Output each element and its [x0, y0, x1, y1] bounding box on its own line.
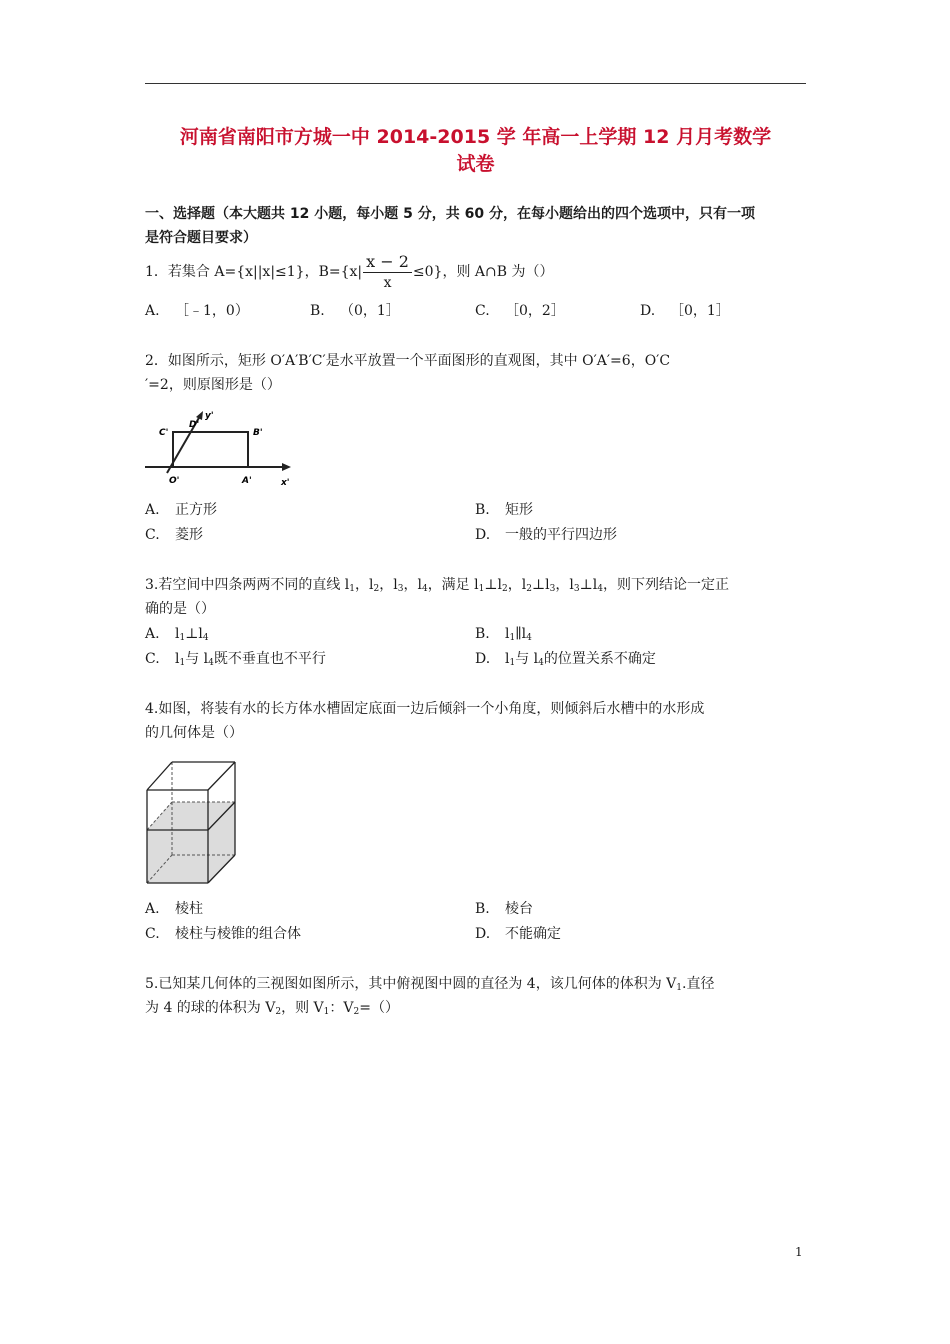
x-axis-arrow [282, 463, 291, 471]
oblique-projection-figure [145, 408, 295, 490]
label-c: C' [159, 428, 169, 438]
q1-option-c[interactable]: C. ［0，2］ [475, 303, 565, 319]
q4-option-a[interactable]: A. 棱柱 [145, 901, 203, 917]
q1-fraction-denominator: x [383, 274, 392, 291]
q1-text-pre: 1．若集合 A={x||x|≤1}，B={x| [145, 264, 363, 280]
label-y: y' [205, 411, 214, 421]
question-1-stem [145, 250, 806, 294]
question-2-line1: 2．如图所示，矩形 O′A′B′C′是水平放置一个平面图形的直观图，其中 O′A′=6，O′C [145, 353, 671, 369]
q2-option-b[interactable]: B. 矩形 [475, 502, 533, 518]
exam-title-line2: 试卷 [456, 153, 495, 175]
question-3-line2: 确的是（） [145, 601, 215, 617]
q1-text-post: ≤0}，则 A∩B 为（） [412, 264, 554, 280]
q4-option-c[interactable]: C. 棱柱与棱锥的组合体 [145, 926, 301, 942]
q1-fraction [363, 252, 412, 293]
q3-option-a[interactable]: A. $l_1\perp l_4$ [145, 626, 209, 643]
q3-option-d[interactable]: D. $l_1$与 $l_4$的位置关系不确定 [475, 651, 656, 668]
section-heading-line2: 是符合题目要求） [145, 230, 257, 246]
header-rule [145, 83, 806, 84]
question-5-line1: 5.已知某几何体的三视图如图所示，其中俯视图中圆的直径为 4，该几何体的体积为 $V_1$.直径 [145, 976, 715, 993]
q2-option-a[interactable]: A. 正方形 [145, 502, 217, 518]
projected-rectangle [173, 432, 248, 467]
label-a: A' [242, 476, 252, 486]
page-number: 1 [795, 1245, 803, 1259]
label-o: O' [169, 476, 180, 486]
label-x: x' [281, 478, 290, 488]
question-4-line2: 的几何体是（） [145, 725, 243, 741]
section-heading-line1: 一、选择题（本大题共 12 小题，每小题 5 分，共 60 分，在每小题给出的四个选项中，只有一项 [145, 206, 755, 222]
label-d: D' [189, 420, 200, 430]
q2-option-d[interactable]: D. 一般的平行四边形 [475, 527, 617, 543]
q1-option-b[interactable]: B. （0，1］ [310, 303, 400, 319]
q2-option-c[interactable]: C. 菱形 [145, 527, 203, 543]
q1-option-a[interactable]: A. ［﹣1，0） [145, 303, 249, 319]
question-4-line1: 4.如图，将装有水的长方体水槽固定底面一边后倾斜一个小角度，则倾斜后水槽中的水形成 [145, 701, 705, 717]
question-5-line2: 为 4 的球的体积为 $V_2$，则 $V_1$：$V_2=()$ [145, 1000, 399, 1017]
q4-option-b[interactable]: B. 棱台 [475, 901, 533, 917]
q1-option-d[interactable]: D. ［0，1］ [640, 303, 730, 319]
q3-option-b[interactable]: B. $l_1\parallel l_4$ [475, 626, 532, 643]
top-right-edge [208, 762, 235, 790]
label-b: B' [253, 428, 263, 438]
y-axis-arrow [196, 411, 203, 420]
water-region [147, 802, 235, 883]
water-tank-figure [145, 760, 237, 884]
question-2-line2: ′=2，则原图形是（） [145, 377, 281, 393]
question-3-line1: 3.若空间中四条两两不同的直线 $l_1$，$l_2$，$l_3$，$l_4$，满足 $l_1\perp l_2$，$l_2\perp l_3$，$l_3\perp l_4$，则下列结论一定正 [145, 577, 729, 594]
exam-title-line1: 河南省南阳市方城一中 2014-2015 学 年高一上学期 12 月月考数学 [179, 126, 772, 148]
top-left-edge [147, 762, 172, 790]
q3-option-c[interactable]: C. $l_1$与 $l_4$既不垂直也不平行 [145, 651, 326, 668]
q4-option-d[interactable]: D. 不能确定 [475, 926, 561, 942]
q1-fraction-numerator: x − 2 [363, 252, 412, 273]
